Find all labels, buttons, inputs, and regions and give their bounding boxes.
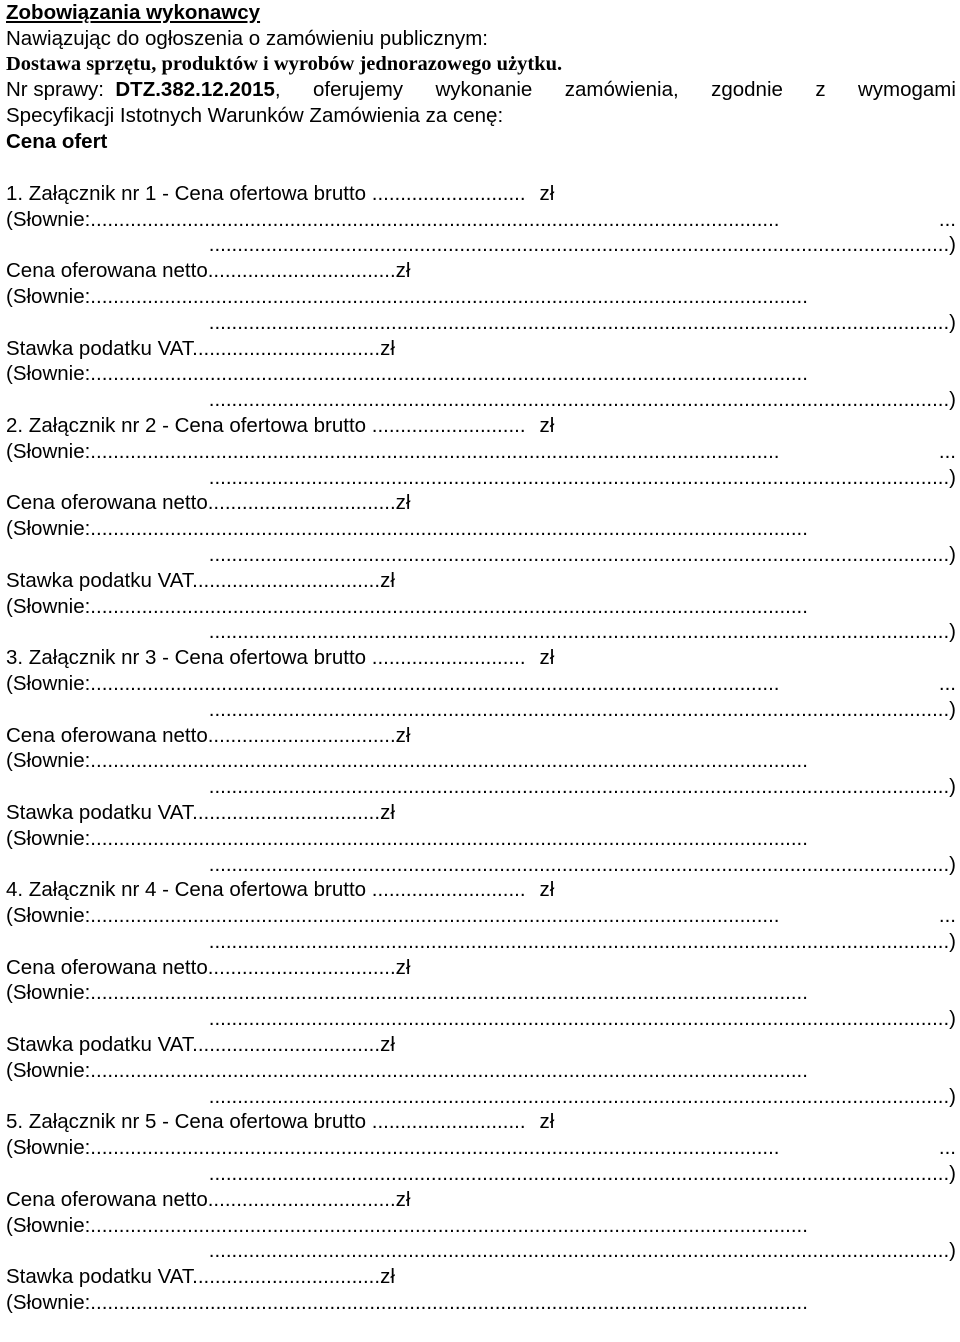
currency-label: zł	[539, 878, 555, 902]
price-item	[6, 877, 956, 1109]
in-words-field[interactable]: (Słownie:..............................................................................................................................	[6, 1058, 808, 1082]
currency-label: zł	[539, 413, 555, 437]
price-items	[6, 181, 956, 1342]
case-number: DTZ.382.12.2015	[115, 78, 275, 102]
in-words-continuation[interactable]: ..................................................................................................................................)	[208, 852, 956, 876]
case-word: oferujemy	[313, 78, 404, 102]
in-words-field[interactable]: (Słownie:..............................................................................................................................	[6, 594, 808, 618]
in-words-field[interactable]: (Słownie:......................................................................................................................... ...	[6, 671, 956, 695]
in-words-field[interactable]: (Słownie:......................................................................................................................... ...	[6, 1136, 956, 1160]
vat-rate-line[interactable]: Stawka podatku VAT.................................zł	[6, 1033, 395, 1057]
in-words-field[interactable]: (Słownie:..............................................................................................................................	[6, 826, 808, 850]
price-item	[6, 413, 956, 645]
gross-price-line	[6, 181, 956, 207]
in-words-field[interactable]: (Słownie:..............................................................................................................................	[6, 362, 808, 386]
gross-price-label: 3. Załącznik nr 3 - Cena ofertowa brutto ...........................	[6, 646, 526, 670]
in-words-field[interactable]: (Słownie:......................................................................................................................... ...	[6, 439, 956, 463]
offer-document	[6, 0, 956, 1342]
section-title: Cena ofert	[6, 129, 108, 153]
in-words-continuation[interactable]: ..................................................................................................................................)	[208, 465, 956, 489]
vat-rate-line[interactable]: Stawka podatku VAT.................................zł	[6, 1265, 395, 1289]
net-price-line[interactable]: Cena oferowana netto.................................zł	[6, 1187, 411, 1211]
specs-line: Specyfikacji Istotnych Warunków Zamówienia za cenę:	[6, 104, 504, 128]
in-words-field[interactable]: (Słownie:..............................................................................................................................	[6, 517, 808, 541]
net-price-line[interactable]: Cena oferowana netto.................................zł	[6, 723, 411, 747]
gross-price-label: 4. Załącznik nr 4 - Cena ofertowa brutto ...........................	[6, 878, 526, 902]
in-words-continuation[interactable]	[6, 1316, 956, 1342]
gross-price-line	[6, 877, 956, 903]
gross-price-line	[6, 413, 956, 439]
in-words-continuation[interactable]: ..................................................................................................................................)	[208, 697, 956, 721]
case-number-line	[6, 77, 956, 103]
gross-price-line	[6, 1109, 956, 1135]
document-title: Zobowiązania wykonawcy	[6, 1, 261, 24]
price-item	[6, 181, 956, 413]
in-words-continuation[interactable]: ..................................................................................................................................)	[208, 310, 956, 334]
currency-label: zł	[539, 181, 555, 205]
currency-label: zł	[539, 1110, 555, 1134]
currency-label: zł	[539, 646, 555, 670]
price-item	[6, 1109, 956, 1341]
in-words-continuation[interactable]: ..................................................................................................................................)	[208, 1007, 956, 1031]
in-words-field[interactable]: (Słownie:......................................................................................................................... ...	[6, 904, 956, 928]
in-words-continuation[interactable]: ..................................................................................................................................)	[208, 233, 956, 257]
price-item	[6, 645, 956, 877]
procurement-subject: Dostawa sprzętu, produktów i wyrobów jednorazowego użytku.	[6, 52, 563, 75]
gross-price-label: 5. Załącznik nr 5 - Cena ofertowa brutto ...........................	[6, 1110, 526, 1134]
gross-price-label: 1. Załącznik nr 1 - Cena ofertowa brutto ...........................	[6, 181, 526, 205]
intro-text: Nawiązując do ogłoszenia o zamówieniu publicznym:	[6, 26, 489, 50]
case-word: wykonanie	[435, 78, 533, 102]
in-words-field[interactable]: (Słownie:..............................................................................................................................	[6, 749, 808, 773]
in-words-field[interactable]: (Słownie:..............................................................................................................................	[6, 1213, 808, 1237]
net-price-line[interactable]: Cena oferowana netto.................................zł	[6, 259, 411, 283]
in-words-continuation[interactable]: ..................................................................................................................................)	[208, 1162, 956, 1186]
case-word: zgodnie	[711, 78, 783, 102]
spacer	[6, 155, 956, 181]
in-words-continuation[interactable]: ..................................................................................................................................)	[208, 1239, 956, 1263]
in-words-continuation[interactable]: ..................................................................................................................................)	[208, 775, 956, 799]
vat-rate-line[interactable]: Stawka podatku VAT.................................zł	[6, 568, 395, 592]
vat-rate-line[interactable]: Stawka podatku VAT.................................zł	[6, 800, 395, 824]
vat-rate-line[interactable]: Stawka podatku VAT.................................zł	[6, 336, 395, 360]
case-word: zamówienia,	[564, 78, 679, 102]
in-words-field[interactable]: (Słownie:..............................................................................................................................	[6, 1291, 808, 1315]
case-word: z	[815, 78, 826, 102]
case-number-prefix: Nr sprawy: DTZ.382.12.2015,	[6, 78, 281, 102]
in-words-continuation[interactable]: ..................................................................................................................................)	[208, 388, 956, 412]
net-price-line[interactable]: Cena oferowana netto.................................zł	[6, 955, 411, 979]
in-words-continuation[interactable]: ..................................................................................................................................)	[208, 620, 956, 644]
in-words-field[interactable]: (Słownie:..............................................................................................................................	[6, 981, 808, 1005]
in-words-continuation[interactable]: ..................................................................................................................................)	[208, 542, 956, 566]
in-words-continuation[interactable]: ..................................................................................................................................)	[208, 929, 956, 953]
case-word: wymogami	[857, 78, 956, 102]
net-price-line[interactable]: Cena oferowana netto.................................zł	[6, 491, 411, 515]
gross-price-label: 2. Załącznik nr 2 - Cena ofertowa brutto ...........................	[6, 413, 526, 437]
gross-price-line	[6, 645, 956, 671]
in-words-field[interactable]: (Słownie:......................................................................................................................... ...	[6, 207, 956, 231]
in-words-field[interactable]: (Słownie:..............................................................................................................................	[6, 284, 808, 308]
in-words-continuation[interactable]: ..................................................................................................................................)	[208, 1084, 956, 1108]
